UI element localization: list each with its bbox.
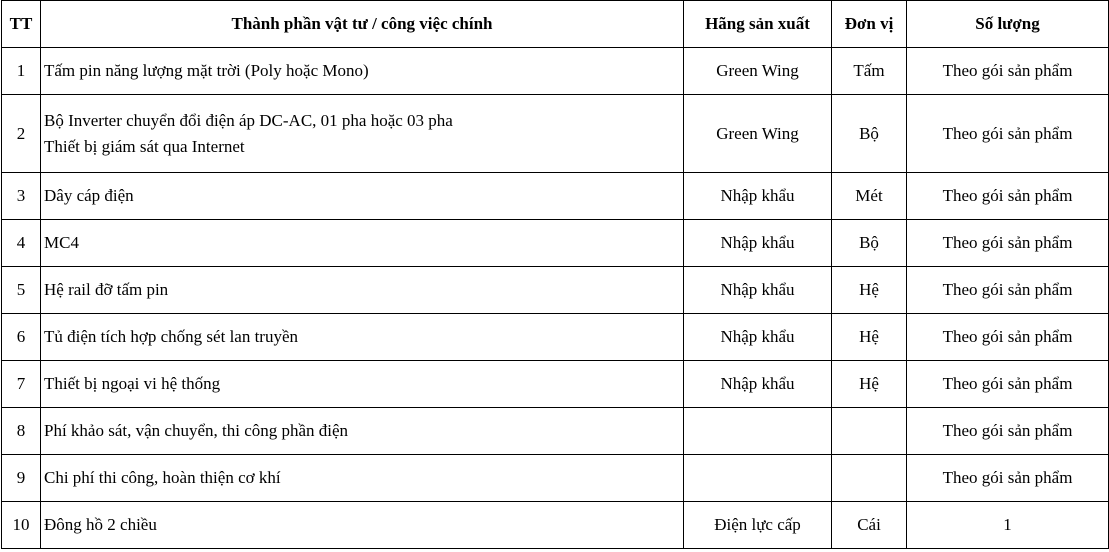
row-brand: Nhập khẩu xyxy=(684,173,832,220)
row-tt: 6 xyxy=(2,314,41,361)
row-quantity: Theo gói sản phẩm xyxy=(907,220,1109,267)
row-quantity: Theo gói sản phẩm xyxy=(907,95,1109,173)
row-item-line: Thiết bị giám sát qua Internet xyxy=(44,136,245,156)
row-quantity: 1 xyxy=(907,502,1109,549)
row-item xyxy=(41,455,684,502)
table-row xyxy=(2,48,1109,95)
materials-table xyxy=(1,0,1109,549)
row-item xyxy=(41,408,684,455)
table-row xyxy=(2,220,1109,267)
row-item xyxy=(41,95,684,173)
row-quantity: Theo gói sản phẩm xyxy=(907,314,1109,361)
row-tt: 2 xyxy=(2,95,41,173)
row-item xyxy=(41,267,684,314)
table-row xyxy=(2,502,1109,549)
row-brand: Green Wing xyxy=(684,48,832,95)
table-row xyxy=(2,361,1109,408)
row-tt: 3 xyxy=(2,173,41,220)
row-item xyxy=(41,361,684,408)
row-unit: Hệ xyxy=(832,361,907,408)
row-brand: Nhập khẩu xyxy=(684,220,832,267)
row-tt: 9 xyxy=(2,455,41,502)
row-tt: 1 xyxy=(2,48,41,95)
row-item-line: Hệ rail đỡ tấm pin xyxy=(44,280,169,299)
row-brand: Nhập khẩu xyxy=(684,361,832,408)
row-item-line: Chi phí thi công, hoàn thiện cơ khí xyxy=(44,468,281,487)
row-quantity: Theo gói sản phẩm xyxy=(907,48,1109,95)
row-item-line: Phí khảo sát, vận chuyển, thi công phần điện xyxy=(44,421,349,440)
row-brand: Nhập khẩu xyxy=(684,314,832,361)
row-quantity: Theo gói sản phẩm xyxy=(907,455,1109,502)
row-quantity: Theo gói sản phẩm xyxy=(907,361,1109,408)
row-tt: 7 xyxy=(2,361,41,408)
table-row xyxy=(2,314,1109,361)
row-item-line: Tủ điện tích hợp chống sét lan truyền xyxy=(44,327,299,346)
row-tt: 4 xyxy=(2,220,41,267)
row-item-line: Thiết bị ngoại vi hệ thống xyxy=(44,374,221,393)
row-item-line: MC4 xyxy=(44,233,79,252)
row-unit: Hệ xyxy=(832,267,907,314)
header-item: Thành phần vật tư / công việc chính xyxy=(41,1,684,48)
row-quantity: Theo gói sản phẩm xyxy=(907,267,1109,314)
row-unit: Cái xyxy=(832,502,907,549)
row-unit: Bộ xyxy=(832,220,907,267)
table-row xyxy=(2,455,1109,502)
row-unit: Mét xyxy=(832,173,907,220)
row-item xyxy=(41,314,684,361)
row-item xyxy=(41,502,684,549)
row-brand xyxy=(684,455,832,502)
table-row xyxy=(2,173,1109,220)
row-unit xyxy=(832,455,907,502)
row-quantity: Theo gói sản phẩm xyxy=(907,173,1109,220)
row-item xyxy=(41,173,684,220)
row-unit xyxy=(832,408,907,455)
row-brand: Điện lực cấp xyxy=(684,502,832,549)
row-tt: 5 xyxy=(2,267,41,314)
row-unit: Tấm xyxy=(832,48,907,95)
header-quantity: Số lượng xyxy=(907,1,1109,48)
row-item-line: Dây cáp điện xyxy=(44,186,134,205)
row-brand xyxy=(684,408,832,455)
row-item xyxy=(41,48,684,95)
row-quantity: Theo gói sản phẩm xyxy=(907,408,1109,455)
table-row xyxy=(2,408,1109,455)
header-brand: Hãng sản xuất xyxy=(684,1,832,48)
row-tt: 8 xyxy=(2,408,41,455)
table-row xyxy=(2,95,1109,173)
table-header-row xyxy=(2,1,1109,48)
row-tt: 10 xyxy=(2,502,41,549)
table-row xyxy=(2,267,1109,314)
row-item xyxy=(41,220,684,267)
row-unit: Bộ xyxy=(832,95,907,173)
header-unit: Đơn vị xyxy=(832,1,907,48)
row-brand: Green Wing xyxy=(684,95,832,173)
row-unit: Hệ xyxy=(832,314,907,361)
row-item-line: Đông hồ 2 chiều xyxy=(44,515,157,534)
row-item-line: Tấm pin năng lượng mặt trời (Poly hoặc Mono) xyxy=(44,61,369,80)
row-item-line: Bộ Inverter chuyển đổi điện áp DC-AC, 01 pha hoặc 03 pha xyxy=(44,110,453,130)
header-tt: TT xyxy=(2,1,41,48)
row-brand: Nhập khẩu xyxy=(684,267,832,314)
